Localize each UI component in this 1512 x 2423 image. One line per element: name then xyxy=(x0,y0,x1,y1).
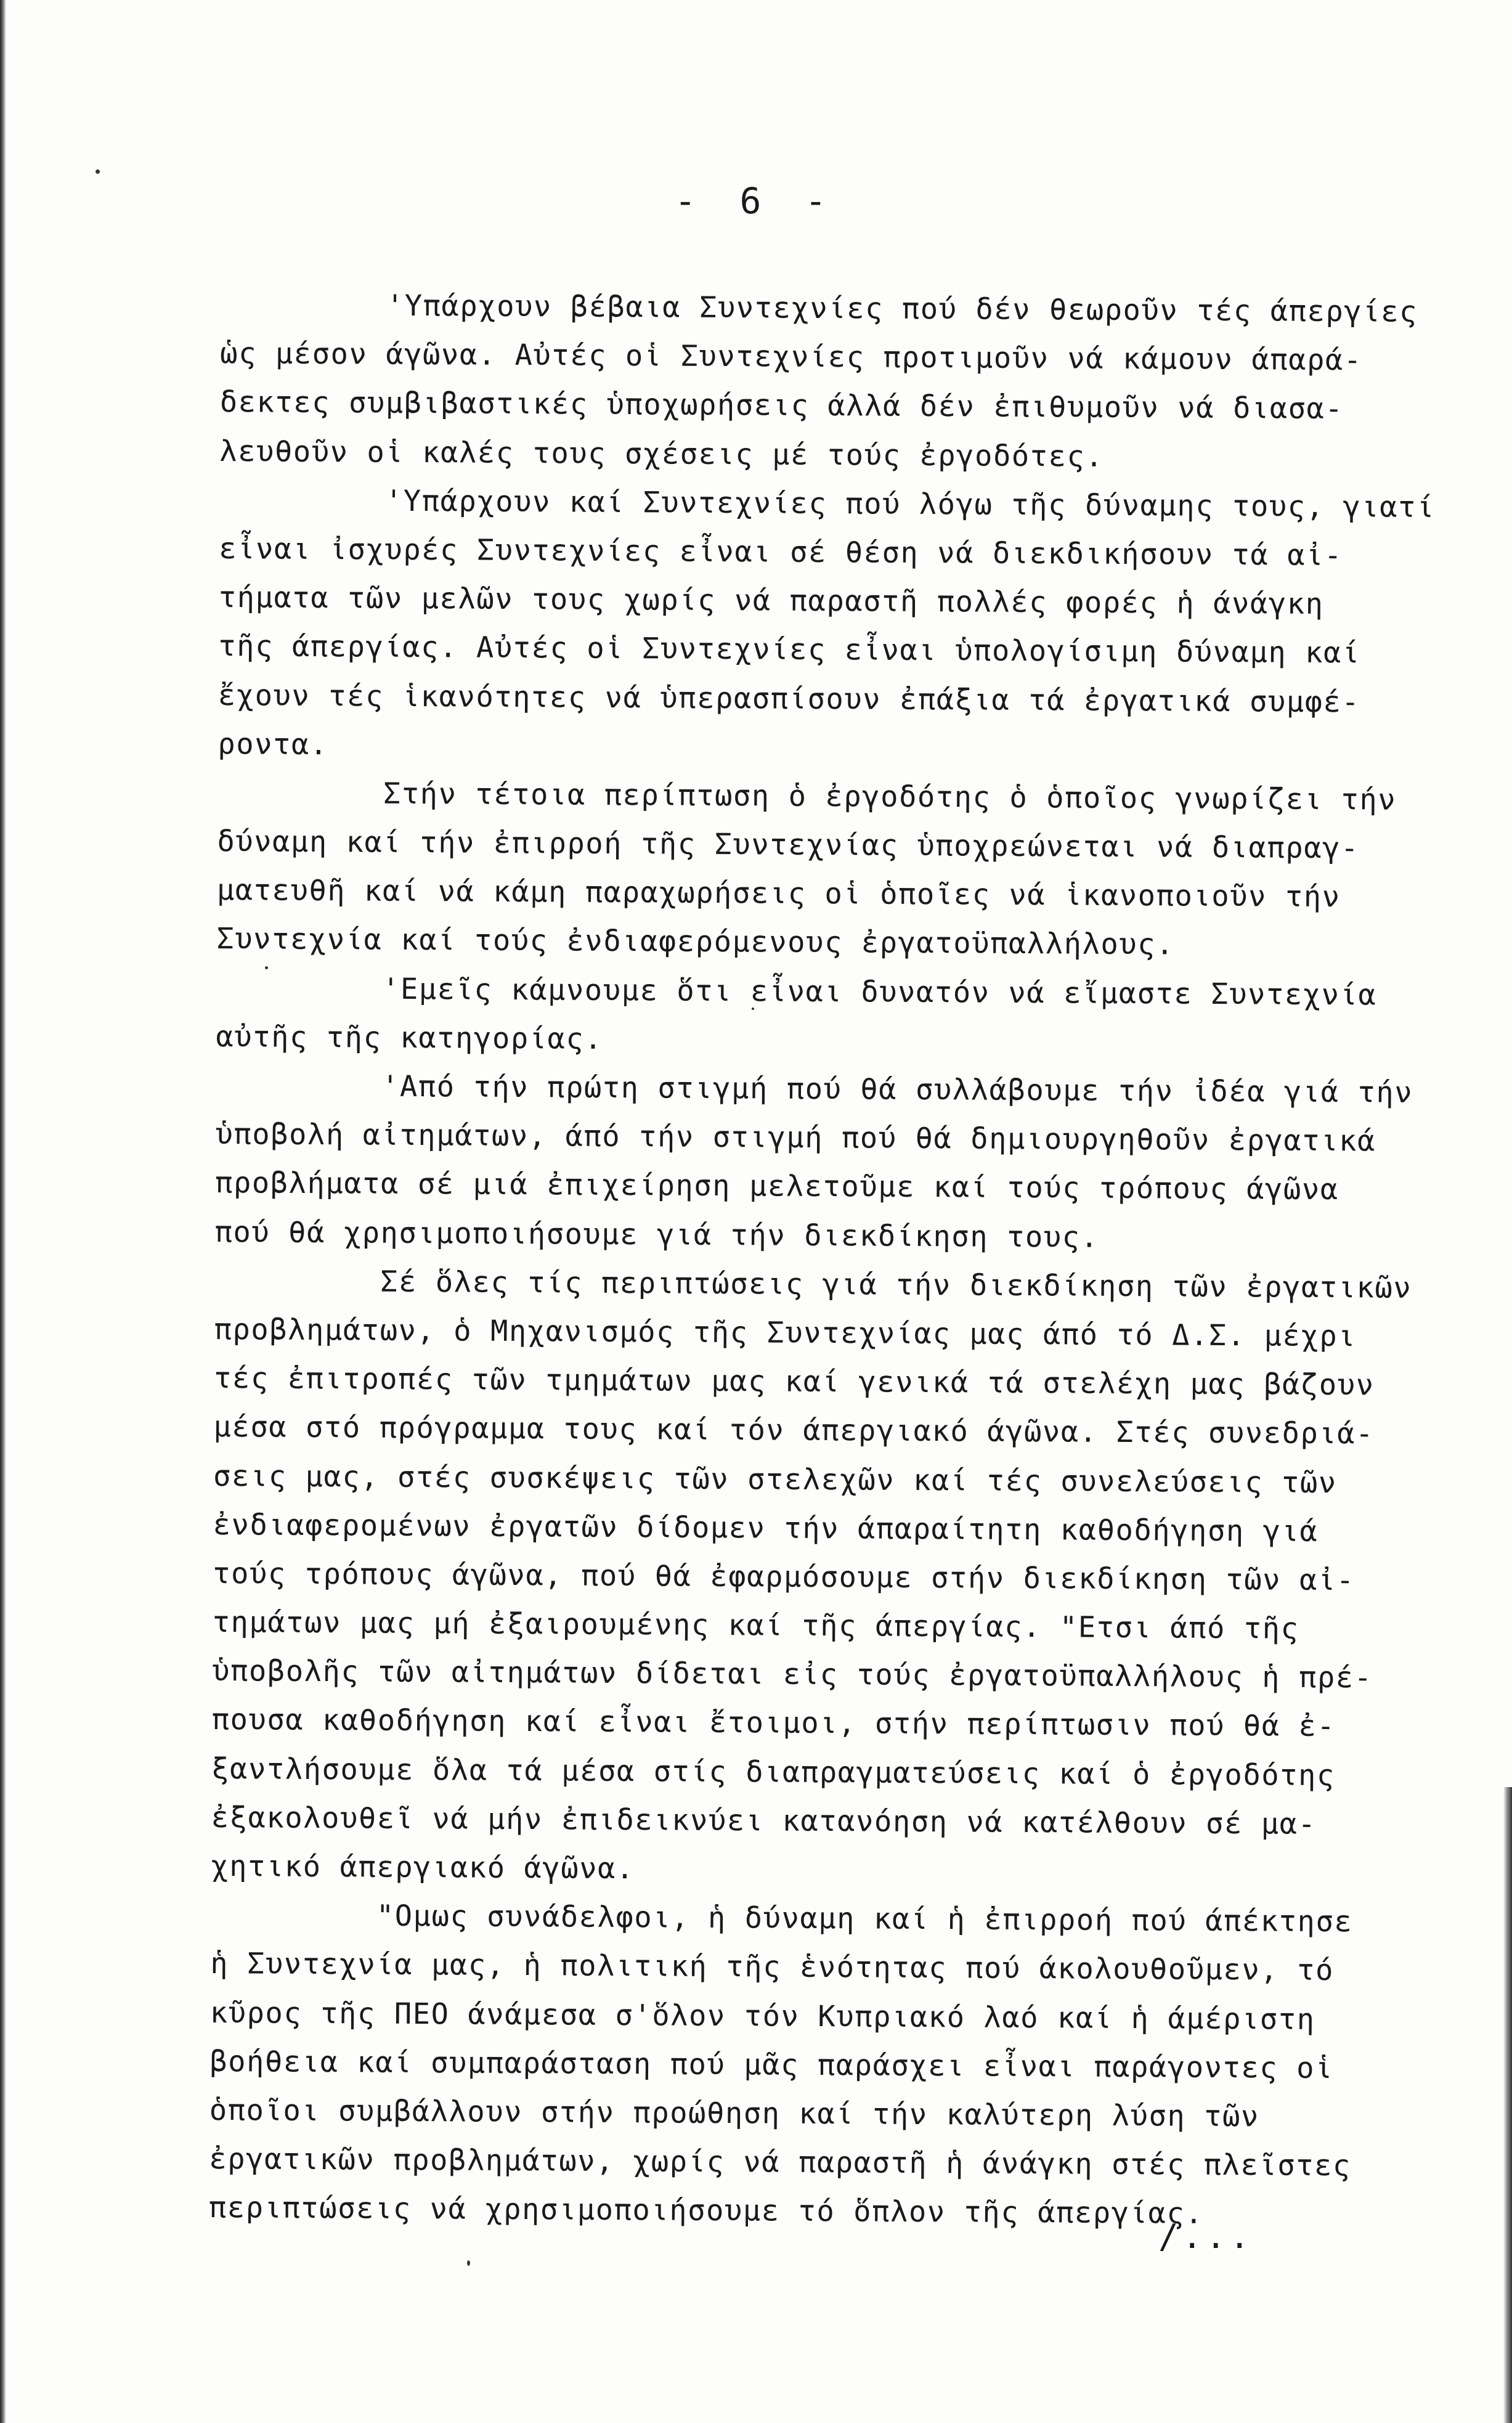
scan-speck xyxy=(96,169,100,174)
text-line: εἶναι ἰσχυρές Συντεχνίες εἶναι σέ θέση νά διεκδικήσουν τά αἰ- xyxy=(219,531,1343,573)
text-line: πουσα καθοδήγηση καί εἶναι ἔτοιμοι, στήν περίπτωσιν πού θά ἐ- xyxy=(211,1703,1336,1744)
text-line: δύναμη καί τήν ἐπιρροή τῆς Συντεχνίας ὑποχρεώνεται νά διαπραγ- xyxy=(217,825,1360,866)
scan-edge-left xyxy=(0,0,6,2423)
text-line: προβλήματα σέ μιά ἐπιχείρηση μελετοῦμε καί τούς τρόπους άγῶνα xyxy=(214,1166,1339,1207)
scan-speck xyxy=(467,2260,470,2266)
text-line: μέσα στό πρόγραμμα τους καί τόν άπεργιακό άγῶνα. Στές συνεδριά- xyxy=(213,1410,1375,1451)
text-line: ἐνδιαφερομένων ἐργατῶν δίδομεν τήν άπαραίτητη καθοδήγηση γιά xyxy=(213,1507,1319,1549)
text-line: ὁποῖοι συμβάλλουν στήν προώθηση καί τήν καλύτερη λύση τῶν xyxy=(209,2093,1260,2134)
text-line: πού θά χρησιμοποιήσουμε γιά τήν διεκδίκηση τους. xyxy=(214,1215,1099,1255)
text-line: λευθοῦν οἱ καλές τους σχέσεις μέ τούς ἐργοδότες. xyxy=(219,434,1104,474)
text-line: ἐργατικῶν προβλημάτων, χωρίς νά παραστῆ ἡ άνάγκη στές πλεῖστες xyxy=(209,2142,1352,2183)
text-line: Στήν τέτοια περίπτωση ὁ ἐργοδότης ὁ ὁποῖος γνωρίζει τήν xyxy=(217,775,1397,817)
text-line: ὑποβολή αἰτημάτων, άπό τήν στιγμή πού θά δημιουργηθοῦν ἐργατικά xyxy=(215,1117,1376,1159)
text-line: 'Εμεῖς κάμνουμε ὅτι εἶναι δυνατόν νά εἴμαστε Συντεχνία xyxy=(216,971,1377,1012)
text-line: τούς τρόπους άγῶνα, πού θά ἐφαρμόσουμε στήν διεκδίκηση τῶν αἰ- xyxy=(213,1556,1355,1598)
text-line: ὑποβολῆς τῶν αἰτημάτων δίδεται εἰς τούς ἐργατοϋπαλλήλους ἡ πρέ- xyxy=(212,1654,1373,1695)
text-line: 'Από τήν πρώτη στιγμή πού θά συλλάβουμε τήν ἰδέα γιά τήν xyxy=(215,1068,1413,1110)
text-line: προβλημάτων, ὁ Μηχανισμός τῆς Συντεχνίας μας άπό τό Δ.Σ. μέχρι xyxy=(214,1312,1357,1354)
text-line: 'Υπάρχουν βέβαια Συντεχνίες πού δέν θεωροῦν τές άπεργίες xyxy=(220,287,1418,329)
text-line: "Ομως συνάδελφοι, ἡ δύναμη καί ἡ ἐπιρροή πού άπέκτησε xyxy=(210,1898,1353,1939)
text-line: δεκτες συμβιβαστικές ὑποχωρήσεις άλλά δέν ἐπιθυμοῦν νά διασα- xyxy=(219,385,1344,426)
text-line: ἡ Συντεχνία μας, ἡ πολιτική τῆς ἑνότητας πού άκολουθοῦμεν, τό xyxy=(210,1947,1335,1988)
text-line: βοήθεια καί συμπαράσταση πού μᾶς παράσχει εἶναι παράγοντες οἱ xyxy=(209,2044,1334,2085)
text-line: Σέ ὅλες τίς περιπτώσεις γιά τήν διεκδίκηση τῶν ἐργατικῶν xyxy=(214,1263,1412,1305)
text-line: τημάτων μας μή ἐξαιρουμένης καί τῆς άπεργίας. "Ετσι άπό τῆς xyxy=(212,1605,1299,1646)
text-line: ἔχουν τές ἱκανότητες νά ὑπερασπίσουν ἐπάξια τά ἐργατικά συμφέ- xyxy=(217,678,1360,719)
text-line: αὐτῆς τῆς κατηγορίας. xyxy=(216,1019,603,1056)
text-line: Συντεχνία καί τούς ἐνδιαφερόμενους ἐργατοϋπαλλήλους. xyxy=(216,922,1175,962)
text-line: 'Υπάρχουν καί Συντεχνίες πού λόγω τῆς δύναμης τους, γιατί xyxy=(219,483,1436,524)
text-line: περιπτώσεις νά χρησιμοποιήσουμε τό ὅπλον τῆς άπεργίας. xyxy=(208,2191,1204,2231)
text-line: ὡς μέσον άγῶνα. Αὐτές οἱ Συντεχνίες προτιμοῦν νά κάμουν άπαρά- xyxy=(220,336,1362,378)
text-line: κῦρος τῆς ΠΕΟ άνάμεσα σ'ὅλον τόν Κυπριακό λαό καί ἡ άμέριστη xyxy=(209,1995,1315,2037)
text-line: ξαντλήσουμε ὅλα τά μέσα στίς διαπραγματεύσεις καί ὁ ἐργοδότης xyxy=(211,1751,1336,1793)
page-number: - 6 - xyxy=(674,180,838,222)
text-line: τῆς άπεργίας. Αὐτές οἱ Συντεχνίες εἶναι ὑπολογίσιμη δύναμη καί xyxy=(218,629,1361,670)
continued-marker: /... xyxy=(1158,2217,1254,2256)
scan-edge-right xyxy=(1503,1787,1512,2423)
text-line: ματευθῆ καί νά κάμη παραχωρήσεις οἱ ὁποῖες νά ἱκανοποιοῦν τήν xyxy=(216,873,1341,914)
text-line: χητικό άπεργιακό άγῶνα. xyxy=(211,1849,635,1886)
body-text xyxy=(209,280,1441,2240)
text-line: τήματα τῶν μελῶν τους χωρίς νά παραστῆ πολλές φορές ἡ άνάγκη xyxy=(218,580,1324,622)
text-line: τές ἐπιτροπές τῶν τμημάτων μας καί γενικά τά στελέχη μας βάζουν xyxy=(213,1361,1375,1403)
text-line: σεις μας, στές συσκέψεις τῶν στελεχῶν καί τές συνελεύσεις τῶν xyxy=(213,1459,1337,1500)
text-line: ἐξακολουθεῖ νά μήν ἐπιδεικνύει κατανόηση νά κατέλθουν σέ μα- xyxy=(211,1800,1317,1841)
text-line: ροντα. xyxy=(217,727,328,762)
